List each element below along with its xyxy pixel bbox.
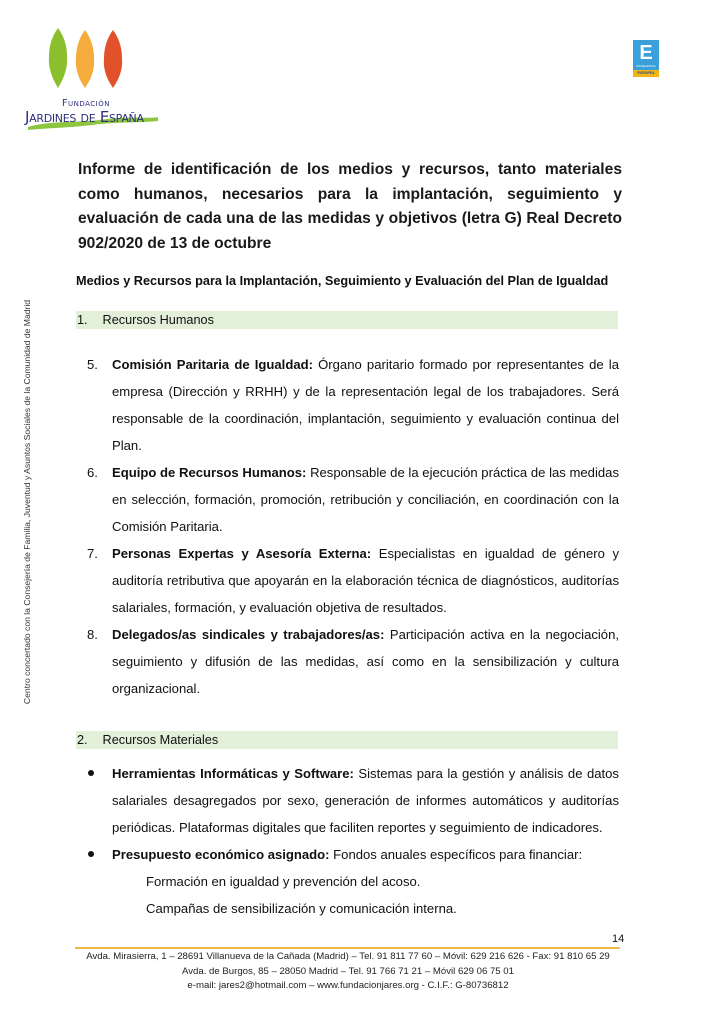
list-marker: 7.: [87, 546, 98, 561]
logo-text-jardines: Jardines de España: [25, 108, 144, 126]
logo-text-fundacion: Fundación: [62, 98, 110, 109]
footer-address-line-1: Avda. Mirasierra, 1 – 28691 Villanueva de la Cañada (Madrid) – Tel. 91 811 77 60 – Móvil: 629 216 626 - Fax: 91 810 65 29: [86, 951, 610, 962]
item-text: Órgano paritario formado por representantes de la empresa (Dirección y RRHH) y de la representación legal de los trabajadores. Será responsable de la coordinación, implantación, seguimiento y evaluación continua del Plan.: [112, 357, 619, 453]
item-term: Herramientas Informáticas y Software:: [112, 766, 354, 781]
document-subtitle: Medios y Recursos para la Implantación, Seguimiento y Evaluación del Plan de Igualdad: [76, 274, 609, 288]
list-item: [78, 540, 619, 621]
section-number: 2.: [77, 733, 88, 747]
item-term: Personas Expertas y Asesoría Externa:: [112, 546, 372, 561]
footer-divider: [75, 947, 620, 949]
footer-contact: [64, 950, 632, 994]
green-tree: [49, 28, 67, 88]
list-item: [78, 841, 619, 922]
material-resources-list: [78, 760, 619, 922]
item-text: Responsable de la ejecución práctica de las medidas en selección, formación, promoción, retribución y conciliación, en coordinación con la Comisión Paritaria.: [112, 465, 619, 534]
sub-item: Formación en igualdad y prevención del acoso.: [146, 874, 421, 889]
list-item: [78, 621, 619, 702]
section-header-recursos-materiales: [76, 731, 618, 749]
vertical-side-note: [21, 299, 33, 704]
side-note-text: Centro concertado con la Consejería de Familia, Juventud y Asuntos Sociales de la Comunidad de Madrid: [22, 299, 32, 704]
bullet-icon: [88, 851, 94, 857]
section-title: Recursos Humanos: [102, 313, 214, 327]
red-tree: [104, 30, 122, 88]
footer-contact-line: e-mail: jares2@hotmail.com – www.fundacionjares.org - C.I.F.: G-80736812: [187, 980, 509, 991]
list-marker: 6.: [87, 465, 98, 480]
human-resources-list: [78, 351, 619, 702]
section-header-recursos-humanos: [76, 311, 618, 329]
item-text: Participación activa en la negociación, seguimiento y difusión de las medidas, así como en la sensibilización y cultura organizacional.: [112, 627, 620, 696]
section-title: Recursos Materiales: [102, 733, 219, 747]
page-number: 14: [612, 933, 625, 945]
bullet-icon: [88, 770, 94, 776]
section-number: 1.: [77, 313, 88, 327]
list-item: [78, 459, 619, 540]
document-title: Informe de identificación de los medios y recursos, tanto materiales como humanos, necesarios para la implantación, seguimiento y evaluación de cada una de las medidas y objetivos (letra G) Real Decreto 902/2020 de 13 de octubre: [78, 161, 622, 252]
badge-label-top: EXCELENCIA: [636, 64, 656, 68]
item-term: Delegados/as sindicales y trabajadores/as:: [112, 627, 385, 642]
list-marker: 5.: [87, 357, 98, 372]
excelencia-europea-badge: [633, 40, 659, 77]
sub-item: Campañas de sensibilización y comunicación interna.: [146, 901, 457, 916]
item-term: Equipo de Recursos Humanos:: [112, 465, 307, 480]
item-term: Presupuesto económico asignado:: [112, 847, 330, 862]
item-text: Fondos anuales específicos para financiar:: [329, 847, 583, 862]
item-text: Sistemas para la gestión y análisis de datos salariales desagregados por sexo, generación de informes automáticos y auditorías periódicas. Plataformas digitales que faciliten reportes y seguimiento de indicadores.: [112, 766, 619, 835]
footer-address-line-2: Avda. de Burgos, 85 – 28050 Madrid – Tel. 91 766 71 21 – Móvil 629 06 75 01: [182, 965, 514, 977]
list-item: [78, 351, 619, 459]
item-text: Especialistas en igualdad de género y auditoría retributiva que apoyarán en la elaboración técnica de diagnósticos, auditorías salariales, formación, y evaluación objetiva de resultados.: [112, 546, 620, 615]
item-term: Comisión Paritaria de Igualdad:: [112, 357, 313, 372]
list-item: [78, 760, 619, 841]
badge-letter-e: E: [639, 42, 653, 64]
orange-tree: [76, 30, 94, 88]
badge-label-bottom: EUROPEA: [633, 70, 659, 77]
foundation-logo: [22, 22, 162, 132]
list-marker: 8.: [87, 627, 98, 642]
